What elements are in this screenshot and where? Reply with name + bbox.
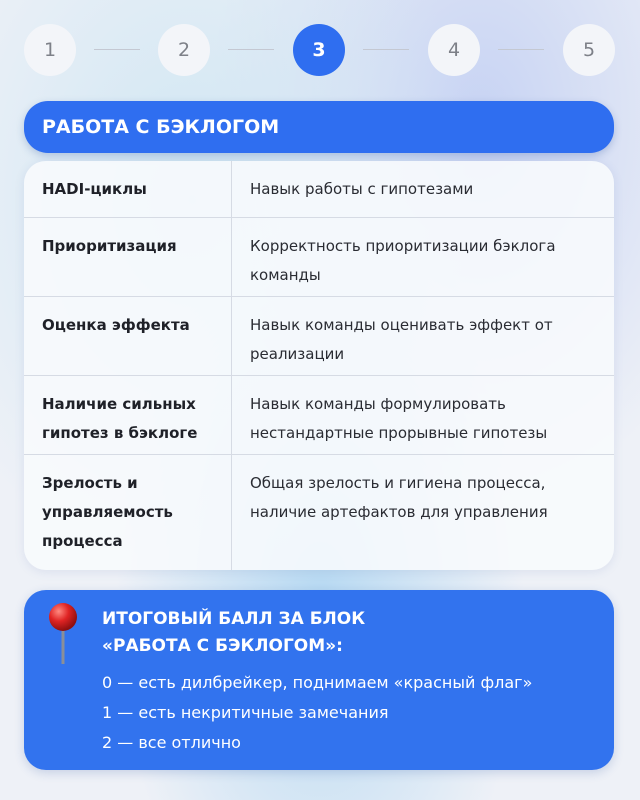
table-row [24,297,614,376]
table-row [24,376,614,455]
score-title-line: ИТОГОВЫЙ БАЛЛ ЗА БЛОК [102,609,366,629]
score-item: 1 — есть некритичные замечания [102,703,389,722]
criterion-description: Навык команды оценивать эффект от реализации [250,316,553,363]
step-2[interactable]: 2 [158,24,210,76]
step-connector [228,49,274,50]
step-connector [498,49,544,50]
criteria-table [24,161,614,570]
score-title-line: «РАБОТА С БЭКЛОГОМ»: [102,636,343,656]
step-4[interactable]: 4 [428,24,480,76]
step-1[interactable]: 1 [24,24,76,76]
criterion-description: Корректность приоритизации бэклога команды [250,237,556,284]
criterion-description: Навык команды формулировать нестандартные прорывные гипотезы [250,395,548,442]
score-item: 0 — есть дилбрейкер, поднимаем «красный флаг» [102,673,533,692]
step-3-active[interactable]: 3 [293,24,345,76]
criterion-description: Общая зрелость и гигиена процесса, наличие артефактов для управления [250,474,548,521]
criterion-name: HADI-циклы [24,161,232,217]
score-legend [102,668,532,758]
table-row [24,455,614,570]
section-title: РАБОТА С БЭКЛОГОМ [24,101,614,153]
criterion-name: Зрелость и управляемость процесса [24,455,232,570]
criterion-name: Оценка эффекта [24,297,232,375]
table-row [24,161,614,218]
criterion-name: Наличие сильных гипотез в бэклоге [24,376,232,454]
criterion-description: Навык работы с гипотезами [250,180,474,198]
score-item: 2 — все отлично [102,733,241,752]
step-5[interactable]: 5 [563,24,615,76]
pushpin-icon [48,602,78,664]
step-connector [363,49,409,50]
score-title [102,606,365,660]
total-score-card [24,590,614,770]
table-row [24,218,614,297]
criterion-name: Приоритизация [24,218,232,296]
step-connector [94,49,140,50]
step-progress [24,24,616,76]
